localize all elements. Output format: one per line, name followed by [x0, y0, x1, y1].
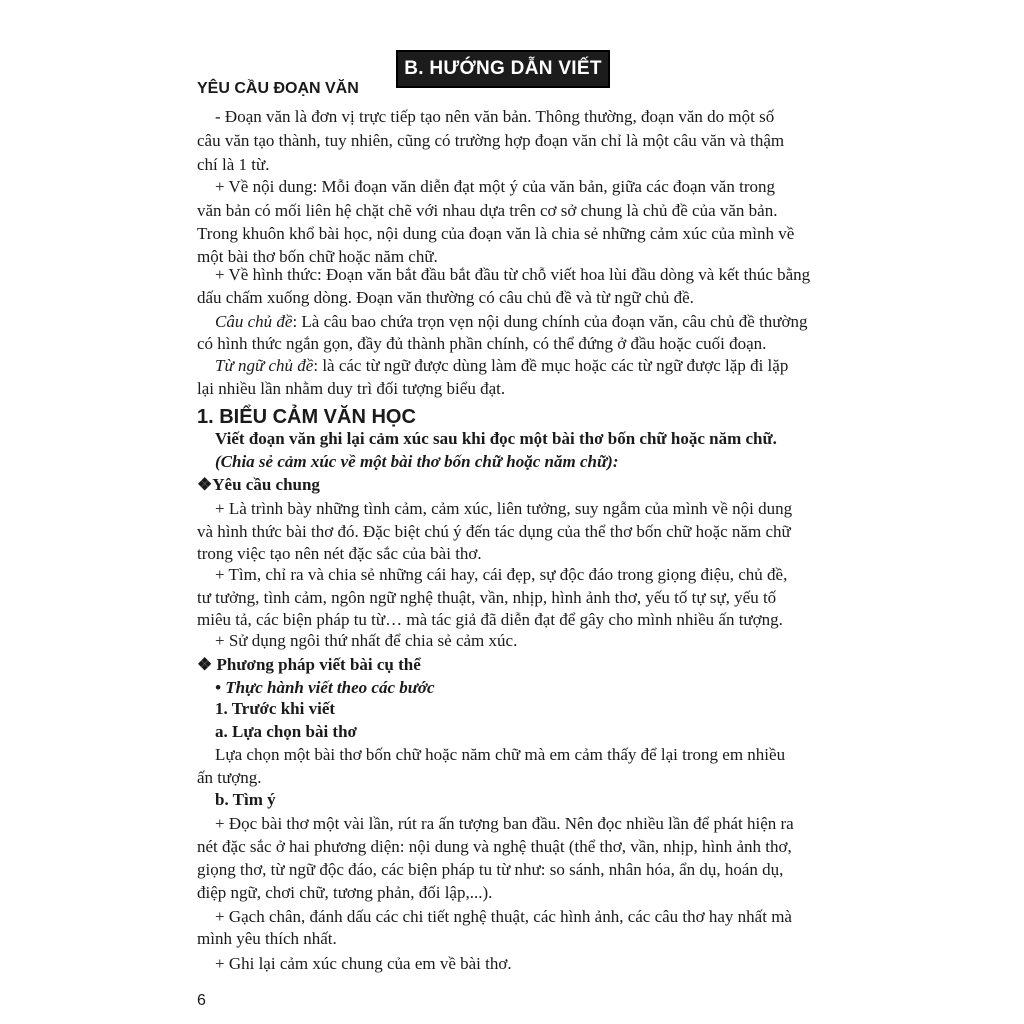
- text-line: trong việc tạo nên nét đặc sắc của bài thơ.: [197, 544, 482, 563]
- text-line: + Về hình thức: Đoạn văn bắt đầu bắt đầu từ chỗ viết hoa lùi đầu dòng và kết thúc bằng: [215, 265, 811, 284]
- section-header-title: B. HƯỚNG DẪN VIẾT: [404, 58, 602, 79]
- text-line: dấu chấm xuống dòng. Đoạn văn thường có câu chủ đề và từ ngữ chủ đề.: [197, 288, 694, 307]
- section-header-box: [396, 50, 610, 88]
- general-requirements-heading: ❖Yêu cầu chung: [197, 475, 320, 494]
- text-line: giọng thơ, từ ngữ độc đáo, các biện pháp tu từ như: so sánh, nhân hóa, ẩn dụ, hoán dụ,: [197, 860, 784, 879]
- task-statement: Viết đoạn văn ghi lại cảm xúc sau khi đọc một bài thơ bốn chữ hoặc năm chữ.: [215, 429, 777, 448]
- text-line: miêu tả, các biện pháp tu từ… mà tác giả đã diễn đạt để gây cho mình nhiều ấn tượng.: [197, 610, 783, 629]
- topic-words-def: : là các từ ngữ được dùng làm đề mục hoặc các từ ngữ được lặp đi lặp: [313, 356, 789, 375]
- text-line: và hình thức bài thơ đó. Đặc biệt chú ý đến tác dụng của thể thơ bốn chữ hoặc năm chữ: [197, 522, 791, 541]
- task-subtitle: (Chia sẻ cảm xúc về một bài thơ bốn chữ hoặc năm chữ):: [215, 452, 619, 471]
- topic-words-term: Từ ngữ chủ đề: [215, 356, 314, 375]
- step-1-heading: 1. Trước khi viết: [215, 699, 336, 718]
- text-line: nét đặc sắc ở hai phương diện: nội dung và nghệ thuật (thể thơ, vần, nhịp, hình ảnh thơ,: [197, 837, 792, 856]
- text-line: câu văn tạo thành, tuy nhiên, cũng có trường hợp đoạn văn chỉ là một câu văn và thậm: [197, 131, 785, 150]
- text-line: + Về nội dung: Mỗi đoạn văn diễn đạt một ý của văn bản, giữa các đoạn văn trong: [215, 177, 775, 196]
- text-line: ấn tượng.: [197, 768, 262, 787]
- method-heading: ❖ Phương pháp viết bài cụ thể: [197, 655, 421, 674]
- page-number: 6: [197, 992, 206, 1009]
- step-1a-heading: a. Lựa chọn bài thơ: [215, 722, 357, 741]
- section-1-heading: 1. BIỂU CẢM VĂN HỌC: [197, 406, 416, 428]
- text-line: chí là 1 từ.: [197, 155, 270, 174]
- text-line: Lựa chọn một bài thơ bốn chữ hoặc năm chữ mà em cảm thấy để lại trong em nhiều: [215, 745, 786, 764]
- text-line: + Sử dụng ngôi thứ nhất để chia sẻ cảm xúc.: [215, 631, 518, 650]
- text-line: - Đoạn văn là đơn vị trực tiếp tạo nên văn bản. Thông thường, đoạn văn do một số: [215, 107, 775, 126]
- step-1b-heading: b. Tìm ý: [215, 790, 276, 809]
- topic-sentence-definition: [215, 311, 808, 333]
- text-line: điệp ngữ, chơi chữ, tương phản, đối lập,...).: [197, 883, 493, 902]
- text-line: + Gạch chân, đánh dấu các chi tiết nghệ thuật, các hình ảnh, các câu thơ hay nhất mà: [215, 907, 792, 926]
- text-line: Trong khuôn khổ bài học, nội dung của đoạn văn là chia sẻ những cảm xúc của mình về: [197, 224, 795, 243]
- topic-sentence-term: Câu chủ đề: [215, 312, 293, 331]
- paragraph-requirements-heading: YÊU CẦU ĐOẠN VĂN: [197, 80, 359, 97]
- text-line: tư tưởng, tình cảm, ngôn ngữ nghệ thuật, vần, nhịp, hình ảnh thơ, yếu tố tự sự, yếu tố: [197, 588, 777, 607]
- text-line: một bài thơ bốn chữ hoặc năm chữ.: [197, 247, 438, 266]
- text-line: có hình thức ngắn gọn, đầy đủ thành phần chính, có thể đứng ở đầu hoặc cuối đoạn.: [197, 334, 767, 353]
- text-line: + Tìm, chỉ ra và chia sẻ những cái hay, cái đẹp, sự độc đáo trong giọng điệu, chủ đề,: [215, 565, 788, 584]
- text-line: + Ghi lại cảm xúc chung của em về bài thơ.: [215, 954, 512, 973]
- text-line: + Là trình bày những tình cảm, cảm xúc, liên tưởng, suy ngẫm của mình về nội dung: [215, 499, 793, 518]
- text-line: mình yêu thích nhất.: [197, 929, 337, 948]
- topic-words-definition: [215, 355, 788, 377]
- practice-heading: • Thực hành viết theo các bước: [215, 678, 435, 697]
- text-line: + Đọc bài thơ một vài lần, rút ra ấn tượng ban đầu. Nên đọc nhiều lần để phát hiện ra: [215, 814, 794, 833]
- topic-sentence-def: : Là câu bao chứa trọn vẹn nội dung chính của đoạn văn, câu chủ đề thường: [292, 312, 808, 331]
- text-line: lại nhiều lần nhằm duy trì đối tượng biểu đạt.: [197, 379, 506, 398]
- text-line: văn bản có mối liên hệ chặt chẽ với nhau dựa trên cơ sở chung là chủ đề của văn bản.: [197, 201, 778, 220]
